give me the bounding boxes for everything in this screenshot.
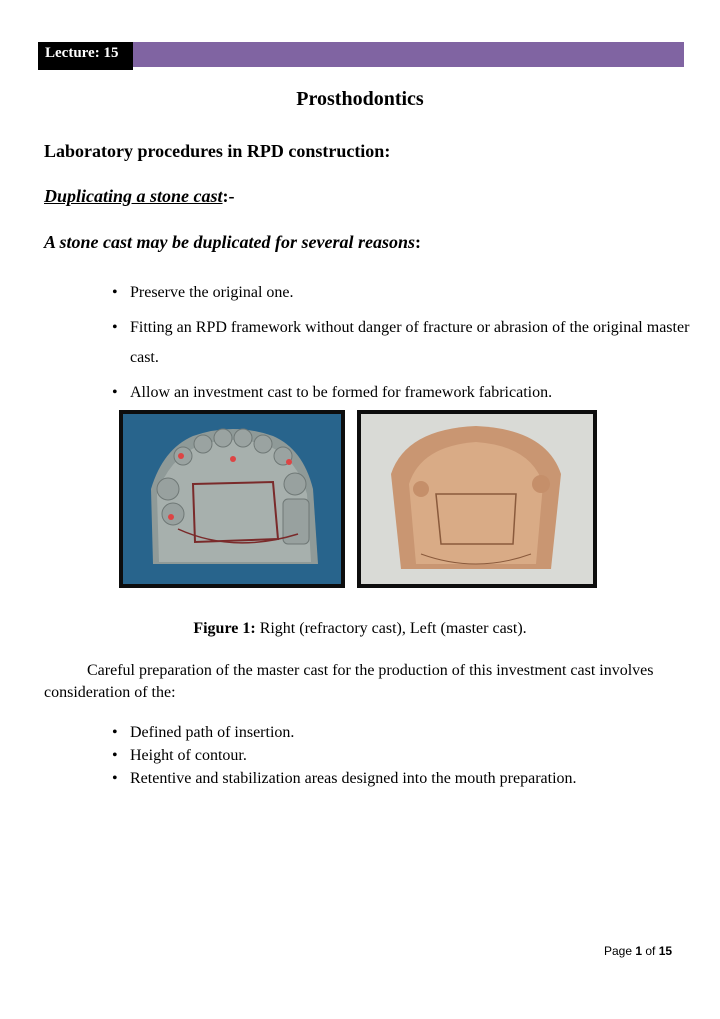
list-item: • Allow an investment cast to be formed for framework fabrication.	[108, 381, 698, 405]
reasons-heading	[44, 232, 421, 253]
body-paragraph: Careful preparation of the master cast for the production of this investment cast involves consideration of the:	[44, 662, 654, 701]
list-item: • Preserve the original one.	[108, 281, 698, 305]
master-cast-photo	[119, 410, 345, 588]
reasons-heading-text: A stone cast may be duplicated for several reasons	[44, 232, 415, 252]
reasons-list	[108, 281, 698, 413]
subheading-text: Duplicating a stone cast	[44, 186, 223, 206]
section-heading: Laboratory procedures in RPD construction:	[44, 141, 391, 161]
figure-caption	[0, 620, 720, 638]
list-item: • Retentive and stabilization areas designed into the mouth preparation.	[108, 767, 698, 790]
page-title: Prosthodontics	[296, 88, 424, 110]
subheading	[44, 186, 235, 207]
reasons-heading-suffix: :	[414, 232, 421, 252]
lecture-label: Lecture: 15	[38, 42, 133, 70]
list-item: • Defined path of insertion.	[108, 721, 698, 744]
page-of: of	[642, 944, 659, 958]
considerations-list	[108, 721, 698, 790]
figure-caption-label: Figure 1:	[193, 620, 256, 637]
page-word: Page	[604, 944, 636, 958]
page-total: 15	[658, 944, 673, 958]
refractory-cast-photo	[357, 410, 597, 588]
page-current: 1	[635, 944, 643, 958]
figure-caption-text: Right (refractory cast), Left (master cast).	[255, 620, 527, 637]
list-item: • Height of contour.	[108, 744, 698, 767]
page-number	[604, 944, 672, 958]
list-item: • Fitting an RPD framework without danger of fracture or abrasion of the original master cast.	[108, 313, 698, 373]
subheading-suffix: :-	[222, 186, 235, 206]
header-accent-bar	[38, 42, 684, 67]
